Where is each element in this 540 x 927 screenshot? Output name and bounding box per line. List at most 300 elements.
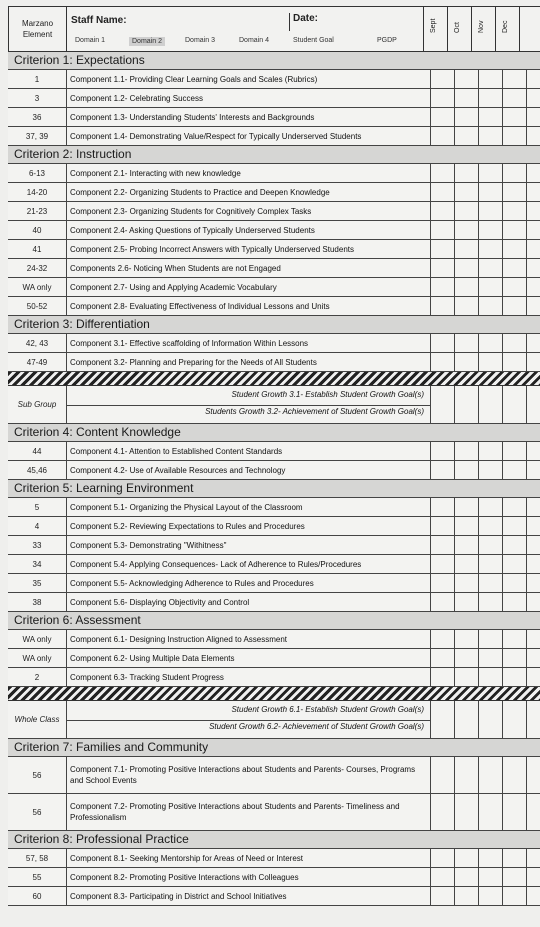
month-checkboxes [430,240,540,258]
component-row [8,89,540,108]
month-checkbox[interactable] [430,202,455,220]
month-checkboxes [430,127,540,145]
month-checkbox[interactable] [454,202,479,220]
component-row [8,887,540,906]
month-checkbox[interactable] [502,868,527,886]
month-checkbox[interactable] [502,297,527,315]
marzano-element-number: 42, 43 [8,334,67,352]
month-checkbox[interactable] [502,278,527,296]
month-checkbox[interactable] [478,259,503,277]
month-checkbox[interactable] [454,386,479,423]
month-checkbox[interactable] [478,240,503,258]
month-checkbox[interactable] [478,183,503,201]
month-checkbox[interactable] [430,259,455,277]
month-checkbox[interactable] [526,353,540,371]
component-description: Component 5.5- Acknowledging Adherence to Rules and Procedures [70,578,314,588]
criterion-header: Criterion 4: Content Knowledge [8,424,540,442]
month-checkbox[interactable] [526,442,540,460]
month-nov: Nov [471,7,496,51]
marzano-element-number: 33 [8,536,67,554]
month-checkbox[interactable] [502,668,527,686]
component-row [8,127,540,146]
month-checkbox[interactable] [454,649,479,667]
month-checkbox[interactable] [454,574,479,592]
criterion-header: Criterion 6: Assessment [8,612,540,630]
component-row [8,649,540,668]
month-checkbox[interactable] [454,630,479,648]
student-growth-row [8,386,540,424]
month-checkboxes [430,259,540,277]
month-checkbox[interactable] [478,593,503,611]
month-checkboxes [430,593,540,611]
month-checkbox[interactable] [430,868,455,886]
month-checkbox[interactable] [526,278,540,296]
month-checkbox[interactable] [502,757,527,793]
month-checkbox[interactable] [478,386,503,423]
month-checkbox[interactable] [454,794,479,830]
month-checkbox[interactable] [502,70,527,88]
month-checkbox[interactable] [430,593,455,611]
month-checkbox[interactable] [454,259,479,277]
month-dec: Dec [495,7,520,51]
month-checkbox[interactable] [478,353,503,371]
month-checkbox[interactable] [454,164,479,182]
month-checkboxes [430,108,540,126]
component-description: Component 1.1- Providing Clear Learning Goals and Scales (Rubrics) [70,74,318,84]
month-checkbox[interactable] [502,240,527,258]
component-description: Component 2.1- Interacting with new knowledge [70,168,241,178]
month-checkbox[interactable] [526,593,540,611]
month-checkbox[interactable] [430,757,455,793]
component-description: Component 8.3- Participating in District and School Initiatives [70,891,287,901]
staff-name-label: Staff Name: [71,15,127,26]
month-checkbox[interactable] [526,461,540,479]
student-goal-label: Student Goal [293,37,334,44]
component-row [8,574,540,593]
month-checkbox[interactable] [502,517,527,535]
month-checkbox[interactable] [478,202,503,220]
marzano-element-label: Marzano Element [9,7,67,51]
student-growth-goal: Student Growth 3.1- Establish Student Growth Goal(s) [231,390,424,399]
month-checkbox[interactable] [454,334,479,352]
component-description: Component 5.4- Applying Consequences- Lack of Adherence to Rules/Procedures [70,559,362,569]
month-checkbox[interactable] [526,668,540,686]
component-row [8,221,540,240]
component-row [8,757,540,794]
component-row [8,868,540,887]
month-checkbox[interactable] [502,108,527,126]
month-checkbox[interactable] [502,183,527,201]
month-checkbox[interactable] [430,127,455,145]
component-description: Component 5.3- Demonstrating "Withitness" [70,540,227,550]
month-checkboxes [430,887,540,905]
month-checkbox[interactable] [526,183,540,201]
component-description: Component 2.5- Probing Incorrect Answers with Typically Underserved Students [70,244,354,254]
month-checkbox[interactable] [526,240,540,258]
month-checkbox[interactable] [526,555,540,573]
month-checkboxes [430,278,540,296]
month-checkboxes [430,498,540,516]
month-checkbox[interactable] [502,221,527,239]
month-checkbox[interactable] [502,701,527,738]
month-checkboxes [430,668,540,686]
month-checkbox[interactable] [430,89,455,107]
month-checkboxes [430,164,540,182]
month-checkboxes [430,221,540,239]
month-checkbox[interactable] [430,70,455,88]
criterion-header: Criterion 1: Expectations [8,52,540,70]
month-checkbox[interactable] [502,887,527,905]
marzano-element-number: 4 [8,517,67,535]
month-checkboxes [430,536,540,554]
month-checkbox[interactable] [454,517,479,535]
month-checkbox[interactable] [502,461,527,479]
month-checkbox[interactable] [430,278,455,296]
month-checkbox[interactable] [502,164,527,182]
marzano-element-number: 56 [8,757,67,793]
growth-group-label: Whole Class [8,701,67,738]
component-row [8,353,540,372]
marzano-element-number: 56 [8,794,67,830]
month-checkbox[interactable] [430,164,455,182]
component-row [8,442,540,461]
marzano-element-number: 21-23 [8,202,67,220]
month-checkbox[interactable] [526,70,540,88]
month-checkbox[interactable] [430,536,455,554]
month-checkbox[interactable] [526,259,540,277]
month-checkbox[interactable] [430,386,455,423]
month-checkbox[interactable] [454,278,479,296]
month-checkbox[interactable] [502,574,527,592]
month-checkbox[interactable] [526,887,540,905]
component-description: Component 6.3- Tracking Student Progress [70,672,224,682]
month-checkbox[interactable] [526,202,540,220]
component-row [8,202,540,221]
component-description: Component 3.2- Planning and Preparing for the Needs of All Students [70,357,317,367]
component-row [8,297,540,316]
growth-group-label: Sub Group [8,386,67,423]
marzano-element-number: 37, 39 [8,127,67,145]
month-checkbox[interactable] [454,108,479,126]
marzano-element-number: 2 [8,668,67,686]
month-checkbox[interactable] [502,794,527,830]
month-checkbox[interactable] [526,794,540,830]
month-checkbox[interactable] [454,221,479,239]
component-description: Component 1.3- Understanding Students' Interests and Backgrounds [70,112,315,122]
month-checkbox[interactable] [502,386,527,423]
month-checkbox[interactable] [526,630,540,648]
month-checkbox[interactable] [502,353,527,371]
month-checkbox[interactable] [502,334,527,352]
month-checkbox[interactable] [430,297,455,315]
month-checkbox[interactable] [454,701,479,738]
month-checkbox[interactable] [430,649,455,667]
date-label: Date: [289,13,318,31]
month-checkbox[interactable] [454,536,479,554]
month-checkbox[interactable] [454,240,479,258]
month-checkboxes [430,849,540,867]
month-checkbox[interactable] [502,555,527,573]
month-checkbox[interactable] [430,668,455,686]
component-row [8,461,540,480]
month-checkbox[interactable] [454,849,479,867]
month-checkbox[interactable] [478,164,503,182]
component-description: Component 5.6- Displaying Objectivity and Control [70,597,250,607]
component-row [8,108,540,127]
month-checkbox[interactable] [502,259,527,277]
marzano-element-number: 50-52 [8,297,67,315]
month-checkboxes [430,574,540,592]
component-row [8,536,540,555]
component-row [8,240,540,259]
month-checkbox[interactable] [478,70,503,88]
domain-1-label: Domain 1 [75,37,105,44]
marzano-element-number: 44 [8,442,67,460]
marzano-element-number: 24-32 [8,259,67,277]
month-checkbox[interactable] [454,593,479,611]
month-checkbox[interactable] [430,574,455,592]
month-checkboxes [430,630,540,648]
component-description: Component 5.1- Organizing the Physical Layout of the Classroom [70,502,303,512]
month-checkbox[interactable] [526,89,540,107]
marzano-element-number: WA only [8,649,67,667]
domain-3-label: Domain 3 [185,37,215,44]
month-checkbox[interactable] [454,668,479,686]
month-checkbox[interactable] [430,353,455,371]
month-checkbox[interactable] [478,574,503,592]
month-checkboxes [430,517,540,535]
hatched-divider [8,372,540,386]
student-growth-goal: Student Growth 6.2- Achievement of Student Growth Goal(s) [209,722,424,731]
month-checkboxes [430,353,540,371]
component-row [8,164,540,183]
month-checkbox[interactable] [526,297,540,315]
component-row [8,278,540,297]
month-checkbox[interactable] [478,221,503,239]
month-checkbox[interactable] [478,649,503,667]
month-checkbox[interactable] [502,89,527,107]
month-checkbox[interactable] [430,221,455,239]
marzano-element-number: 45,46 [8,461,67,479]
month-checkbox[interactable] [502,442,527,460]
month-checkbox[interactable] [478,757,503,793]
month-checkboxes [430,555,540,573]
month-checkbox[interactable] [454,353,479,371]
month-checkbox[interactable] [454,70,479,88]
month-checkbox[interactable] [478,536,503,554]
month-checkbox[interactable] [430,498,455,516]
component-row [8,555,540,574]
month-sept: Sept [423,7,448,51]
month-checkbox[interactable] [526,574,540,592]
student-growth-goal: Student Growth 6.1- Establish Student Growth Goal(s) [231,705,424,714]
month-checkbox[interactable] [502,127,527,145]
month-checkboxes [430,461,540,479]
marzano-element-number: WA only [8,630,67,648]
month-checkbox[interactable] [478,278,503,296]
month-checkbox[interactable] [454,757,479,793]
month-checkboxes [430,386,540,423]
marzano-element-number: 60 [8,887,67,905]
month-checkbox[interactable] [430,794,455,830]
month-checkbox[interactable] [454,297,479,315]
month-checkbox[interactable] [454,89,479,107]
month-checkbox[interactable] [454,868,479,886]
component-description: Component 4.1- Attention to Established Content Standards [70,446,283,456]
domain-2-label: Domain 2 [129,37,165,46]
month-checkbox[interactable] [454,461,479,479]
marzano-element-number: 35 [8,574,67,592]
component-description: Component 3.1- Effective scaffolding of Information Within Lessons [70,338,309,348]
component-description: Component 1.4- Demonstrating Value/Respect for Typically Underserved Students [70,131,362,141]
month-checkbox[interactable] [502,202,527,220]
month-checkbox[interactable] [502,849,527,867]
component-description: Component 2.8- Evaluating Effectiveness of Individual Lessons and Units [70,301,330,311]
month-checkbox[interactable] [478,461,503,479]
component-row [8,259,540,278]
student-growth-goal: Students Growth 3.2- Achievement of Student Growth Goal(s) [205,407,424,416]
criterion-header: Criterion 2: Instruction [8,146,540,164]
month-checkbox[interactable] [478,794,503,830]
month-checkbox[interactable] [526,221,540,239]
component-row [8,794,540,831]
month-checkbox[interactable] [478,517,503,535]
month-checkbox[interactable] [478,630,503,648]
domain-4-label: Domain 4 [239,37,269,44]
month-checkbox[interactable] [478,334,503,352]
marzano-element-number: 57, 58 [8,849,67,867]
month-checkbox[interactable] [526,849,540,867]
marzano-element-number: 36 [8,108,67,126]
month-checkbox[interactable] [502,593,527,611]
month-checkbox[interactable] [502,630,527,648]
month-checkboxes [430,701,540,738]
month-checkbox[interactable] [478,108,503,126]
component-row [8,183,540,202]
month-checkbox[interactable] [478,701,503,738]
month-checkbox[interactable] [526,164,540,182]
component-description: Component 2.7- Using and Applying Academic Vocabulary [70,282,277,292]
component-row [8,668,540,687]
month-checkbox[interactable] [454,127,479,145]
month-checkbox[interactable] [454,887,479,905]
month-checkbox[interactable] [478,868,503,886]
month-checkbox[interactable] [478,442,503,460]
month-checkbox[interactable] [526,108,540,126]
marzano-element-number: 34 [8,555,67,573]
month-checkbox[interactable] [454,555,479,573]
month-checkbox[interactable] [502,536,527,554]
month-checkbox[interactable] [478,89,503,107]
component-description: Component 1.2- Celebrating Success [70,93,203,103]
marzano-element-number: 40 [8,221,67,239]
month-checkbox[interactable] [478,668,503,686]
month-checkbox[interactable] [478,127,503,145]
month-checkboxes [430,757,540,793]
month-checkbox[interactable] [430,849,455,867]
growth-row-divider [66,405,430,406]
month-checkbox[interactable] [526,498,540,516]
domain-checklist [67,35,429,51]
component-description: Component 2.4- Asking Questions of Typically Underserved Students [70,225,315,235]
month-checkboxes [430,442,540,460]
month-checkbox[interactable] [526,517,540,535]
student-growth-row [8,701,540,739]
month-checkbox[interactable] [478,498,503,516]
month-checkbox[interactable] [478,887,503,905]
month-checkbox[interactable] [430,183,455,201]
marzano-element-number: 3 [8,89,67,107]
month-checkbox[interactable] [430,461,455,479]
month-checkbox[interactable] [430,887,455,905]
month-checkbox[interactable] [454,498,479,516]
month-checkbox[interactable] [478,849,503,867]
month-checkbox[interactable] [526,127,540,145]
month-checkboxes [430,297,540,315]
month-checkbox[interactable] [430,701,455,738]
month-checkbox[interactable] [478,555,503,573]
component-description: Component 7.1- Promoting Positive Interactions about Students and Parents- Courses, Programs and School Events [70,765,416,785]
month-checkbox[interactable] [526,649,540,667]
month-checkbox[interactable] [502,649,527,667]
criterion-header: Criterion 5: Learning Environment [8,480,540,498]
marzano-element-number: 38 [8,593,67,611]
month-checkbox[interactable] [526,701,540,738]
criterion-header: Criterion 8: Professional Practice [8,831,540,849]
component-description: Component 8.1- Seeking Mentorship for Areas of Need or Interest [70,853,304,863]
month-checkbox[interactable] [502,498,527,516]
marzano-element-number: WA only [8,278,67,296]
month-checkbox[interactable] [430,630,455,648]
component-description: Component 7.2- Promoting Positive Interactions about Students and Parents- Timeliness and Professionalism [70,802,400,822]
component-description: Component 8.2- Promoting Positive Interactions with Colleagues [70,872,299,882]
month-checkbox[interactable] [430,108,455,126]
criterion-header: Criterion 3: Differentiation [8,316,540,334]
component-description: Components 2.6- Noticing When Students are not Engaged [70,263,281,273]
month-checkbox[interactable] [430,240,455,258]
marzano-element-number: 1 [8,70,67,88]
component-description: Component 6.1- Designing Instruction Aligned to Assessment [70,634,288,644]
component-description: Component 5.2- Reviewing Expectations to Rules and Procedures [70,521,305,531]
month-checkbox[interactable] [454,442,479,460]
growth-row-divider [66,720,430,721]
month-checkboxes [430,70,540,88]
marzano-element-number: 47-49 [8,353,67,371]
month-checkbox[interactable] [526,757,540,793]
month-checkbox[interactable] [430,517,455,535]
month-checkbox[interactable] [526,334,540,352]
month-checkbox[interactable] [430,334,455,352]
component-row [8,517,540,536]
marzano-element-number: 41 [8,240,67,258]
component-description: Component 2.3- Organizing Students for Cognitively Complex Tasks [70,206,312,216]
month-checkbox[interactable] [526,386,540,423]
month-checkbox[interactable] [526,536,540,554]
hatched-divider [8,687,540,701]
component-row [8,849,540,868]
month-checkboxes [430,794,540,830]
month-checkbox[interactable] [526,868,540,886]
month-checkbox[interactable] [454,183,479,201]
month-checkbox[interactable] [478,297,503,315]
month-oct: Oct [447,7,472,51]
component-description: Component 4.2- Use of Available Resources and Technology [70,465,286,475]
month-checkbox[interactable] [430,555,455,573]
component-description: Component 6.2- Using Multiple Data Elements [70,653,235,663]
month-checkboxes [430,183,540,201]
component-description: Component 2.2- Organizing Students to Practice and Deepen Knowledge [70,187,330,197]
month-checkbox[interactable] [430,442,455,460]
